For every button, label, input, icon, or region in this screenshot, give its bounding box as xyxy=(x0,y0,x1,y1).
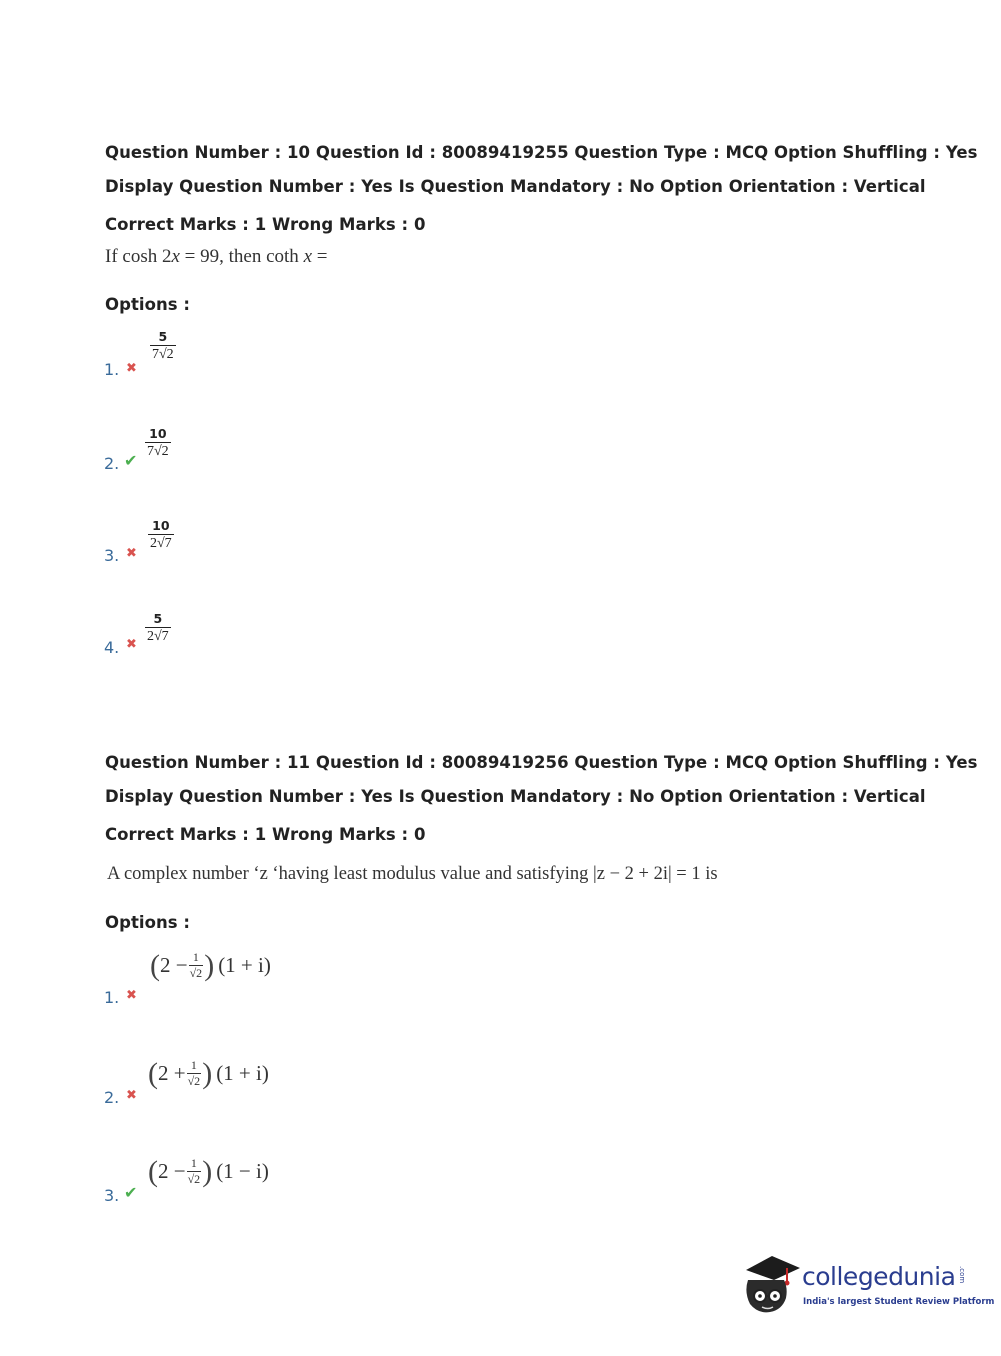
check-icon: ✔ xyxy=(124,1183,138,1202)
cross-icon: ✖ xyxy=(126,1088,137,1103)
q10-meta-line1: Question Number : 10 Question Id : 80089419255 Question Type : MCQ Option Shuffling : Yes xyxy=(105,143,978,162)
check-icon: ✔ xyxy=(124,451,138,470)
q10-option1-fraction: $\frac{5}{7√2}$ xyxy=(152,329,174,362)
q11-option3-expression: ( 2 − $\frac{1}{√2}$ ) (1 − i) xyxy=(148,1154,269,1188)
q11-option2-expression: ( 2 + $\frac{1}{√2}$ ) (1 + i) xyxy=(148,1056,269,1090)
q11-meta-line2: Display Question Number : Yes Is Question Mandatory : No Option Orientation : Vertical xyxy=(105,787,926,806)
collegedunia-logo xyxy=(742,1250,995,1318)
cross-icon: ✖ xyxy=(126,637,137,652)
q10-option4-number: 4. xyxy=(104,638,120,657)
logo-wordmark: collegedunia xyxy=(802,1262,956,1291)
cross-icon: ✖ xyxy=(126,361,137,376)
q11-question-text: A complex number ‘z ‘having least modulus value and satisfying |z − 2 + 2i| = 1 is xyxy=(107,864,718,884)
q10-option4-fraction: $\frac{5}{2√7}$ xyxy=(147,611,169,644)
q11-meta-line1: Question Number : 11 Question Id : 80089419256 Question Type : MCQ Option Shuffling : Yes xyxy=(105,753,978,772)
logo-tagline: India's largest Student Review Platform xyxy=(803,1297,995,1307)
q10-option2-number: 2. xyxy=(104,454,120,473)
graduate-mascot-icon xyxy=(742,1250,804,1318)
q10-option3-number: 3. xyxy=(104,546,120,565)
q10-marks: Correct Marks : 1 Wrong Marks : 0 xyxy=(105,215,426,234)
q11-option1-number: 1. xyxy=(104,988,120,1007)
cross-icon: ✖ xyxy=(126,988,137,1003)
q11-options-label: Options : xyxy=(105,913,191,932)
q10-option1-number: 1. xyxy=(104,360,120,379)
q10-meta-line2: Display Question Number : Yes Is Question Mandatory : No Option Orientation : Vertical xyxy=(105,177,926,196)
q10-option3-fraction: $\frac{10}{2√7}$ xyxy=(150,518,172,551)
q10-question-text: If cosh 2x = 99, then coth x = xyxy=(105,246,328,267)
q11-option3-number: 3. xyxy=(104,1186,120,1205)
q11-marks: Correct Marks : 1 Wrong Marks : 0 xyxy=(105,825,426,844)
q10-option2-fraction: $\frac{10}{7√2}$ xyxy=(147,426,169,459)
logo-com: .com xyxy=(958,1266,966,1284)
q11-option2-number: 2. xyxy=(104,1088,120,1107)
q10-options-label: Options : xyxy=(105,295,191,314)
cross-icon: ✖ xyxy=(126,546,137,561)
q11-option1-expression: ( 2 − $\frac{1}{√2}$ ) (1 + i) xyxy=(150,948,271,982)
